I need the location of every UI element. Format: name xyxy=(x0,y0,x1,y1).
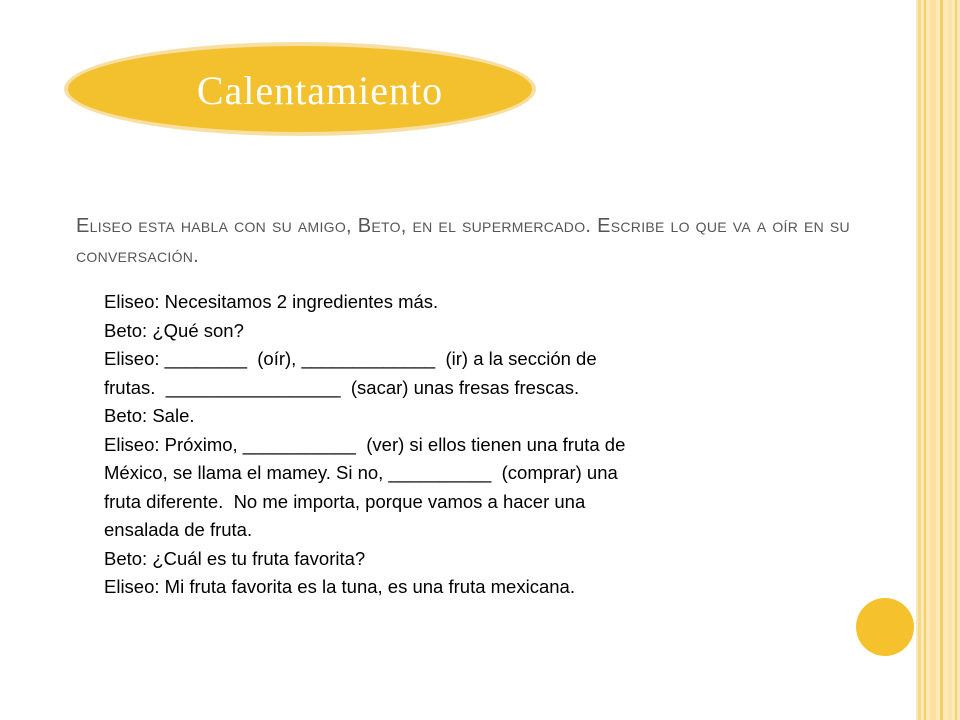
right-decorative-border xyxy=(916,0,960,720)
dialogue-line: México, se llama el mamey. Si no, __________ (comprar) una xyxy=(104,462,618,483)
border-stripe xyxy=(955,0,957,720)
dialogue-text xyxy=(104,288,804,602)
slide-subtitle: Eliseo esta habla con su amigo, Beto, en el supermercado. Escribe lo que va a oír en su conversación. xyxy=(76,215,850,267)
dialogue-line: ensalada de fruta. xyxy=(104,519,253,540)
dialogue-line: Eliseo: Necesitamos 2 ingredientes más. xyxy=(104,291,439,312)
dialogue-line: Eliseo: Próximo, ___________ (ver) si ellos tienen una fruta de xyxy=(104,433,626,455)
dialogue-line: Beto: ¿Qué son? xyxy=(104,319,244,341)
dialogue-line: Eliseo: Mi fruta favorita es la tuna, es una fruta mexicana. xyxy=(104,576,575,597)
dialogue-line: Beto: Sale. xyxy=(104,405,195,426)
border-stripe xyxy=(948,0,952,720)
slide-title: Calentamiento xyxy=(196,67,444,113)
border-stripe xyxy=(930,0,936,720)
decorative-circle xyxy=(856,598,914,656)
dialogue-line: fruta diferente. No me importa, porque vamos a hacer una xyxy=(104,490,586,512)
border-stripe xyxy=(940,0,943,720)
dialogue-line: Eliseo: ________ (oír), _____________ (ir) a la sección de xyxy=(104,348,597,369)
title-ellipse xyxy=(64,42,536,136)
border-stripe xyxy=(924,0,926,720)
border-stripe xyxy=(918,0,921,720)
dialogue-line: frutas. _________________ (sacar) unas fresas frescas. xyxy=(104,376,580,398)
dialogue-line: Beto: ¿Cuál es tu fruta favorita? xyxy=(104,547,366,569)
